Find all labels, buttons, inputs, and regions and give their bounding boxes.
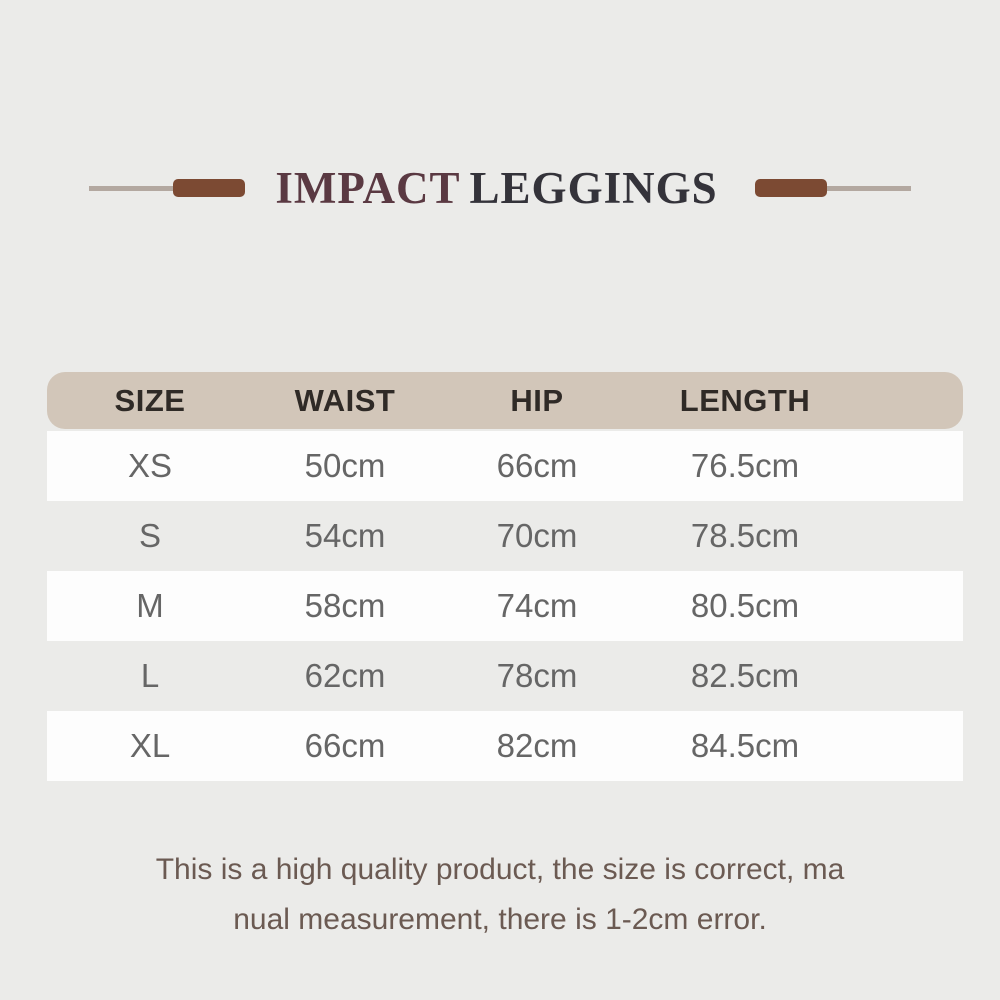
table-row-xl xyxy=(47,711,963,781)
size-table-header-row xyxy=(47,372,963,429)
right-ornament-line-icon xyxy=(827,186,911,191)
length-cell: 84.5cm xyxy=(690,727,800,764)
hip-cell: 82cm xyxy=(496,727,578,764)
size-cell: XL xyxy=(129,727,171,764)
length-cell: 82.5cm xyxy=(690,657,800,694)
waist-cell: 54cm xyxy=(304,517,386,554)
table-row-xs xyxy=(47,431,963,501)
column-header-waist: WAIST xyxy=(294,382,396,418)
waist-cell: 62cm xyxy=(304,657,386,694)
hip-cell: 78cm xyxy=(496,657,578,694)
measurement-note xyxy=(0,845,1000,945)
waist-cell: 66cm xyxy=(304,727,386,764)
title-banner xyxy=(0,158,1000,218)
title-word-impact: IMPACT xyxy=(275,163,461,213)
right-ornament-bar-icon xyxy=(755,179,827,197)
hip-cell: 74cm xyxy=(496,587,578,624)
right-ornament xyxy=(755,179,911,197)
size-cell: L xyxy=(140,657,160,694)
waist-cell: 58cm xyxy=(304,587,386,624)
column-header-size: SIZE xyxy=(114,382,186,418)
left-ornament-line-icon xyxy=(89,186,173,191)
size-cell: XS xyxy=(127,447,173,484)
left-ornament xyxy=(89,179,245,197)
hip-cell: 70cm xyxy=(496,517,578,554)
measurement-note-line-2: nual measurement, there is 1-2cm error. xyxy=(233,903,767,936)
table-row-l xyxy=(47,641,963,711)
table-row-s xyxy=(47,501,963,571)
length-cell: 78.5cm xyxy=(690,517,800,554)
page-title xyxy=(275,162,717,214)
waist-cell: 50cm xyxy=(304,447,386,484)
column-header-length: LENGTH xyxy=(679,382,811,418)
column-header-hip: HIP xyxy=(510,382,564,418)
size-cell: M xyxy=(136,587,164,624)
length-cell: 76.5cm xyxy=(690,447,800,484)
size-table xyxy=(47,372,963,781)
length-cell: 80.5cm xyxy=(690,587,800,624)
left-ornament-bar-icon xyxy=(173,179,245,197)
size-cell: S xyxy=(138,517,161,554)
table-row-m xyxy=(47,571,963,641)
measurement-note-line-1: This is a high quality product, the size is correct, ma xyxy=(155,853,845,886)
title-word-leggings: LEGGINGS xyxy=(469,163,718,213)
hip-cell: 66cm xyxy=(496,447,578,484)
